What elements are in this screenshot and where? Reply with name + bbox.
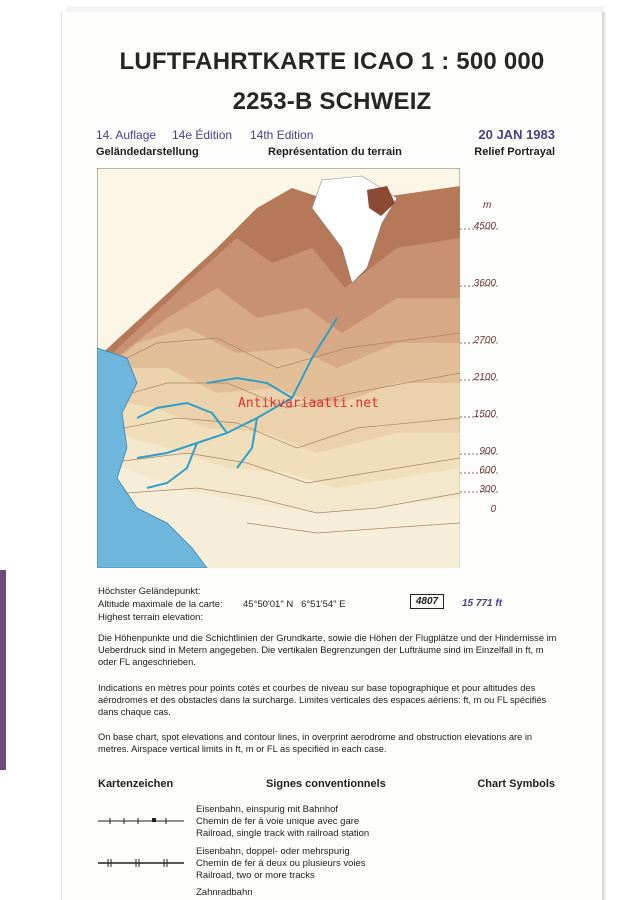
highest-label-en: Highest terrain elevation:	[98, 612, 204, 623]
altitude-label: 2100	[473, 372, 496, 383]
terrain-label-de: Geländedarstellung	[96, 146, 199, 158]
elevation-feet: 15 771 ft	[462, 598, 503, 609]
highest-label-fr: Altitude maximale de la carte:	[98, 599, 223, 610]
altitude-label: 2700	[473, 335, 496, 346]
paragraph-de: Die Höhenpunkte und die Schichtlinien der Grundkarte, sowie die Höhen der Flugplätze und der Hindernisse im Ueberdruck sind in Metern angegeben. Die vertikalen Begrenzungen der Lufträume sind im Einzelfall in ft, m oder FL angeschrieben.	[98, 633, 557, 668]
edition-en: 14th Edition	[250, 128, 314, 142]
terrain-label-fr: Représentation du terrain	[268, 146, 402, 158]
symbol-2-de: Eisenbahn, doppel- oder mehrspurig	[196, 846, 350, 857]
highest-label-de: Höchster Geländepunkt:	[98, 586, 201, 597]
altitude-label: 0	[490, 504, 496, 515]
paragraph-fr: Indications en mètres pour points cotés et courbes de niveau sur base topographique et pour altitudes des aérodromes et des obstacles dans la surcharge. Limites verticales des espaces aériens: ft, m ou FL spécifiés dans chaque cas.	[98, 683, 547, 718]
altitude-label: 600	[479, 465, 496, 476]
railroad-double-track-symbol	[96, 856, 186, 870]
symbols-header-en: Chart Symbols	[477, 778, 555, 790]
edition-de: 14. Auflage	[96, 128, 157, 142]
paragraph-en: On base chart, spot elevations and contour lines, in overprint aerodrome and obstruction elevations are in metres. Airspace vertical limits in ft, m or FL as specified in each case.	[98, 732, 533, 755]
relief-diagram	[97, 168, 460, 568]
terrain-label-en: Relief Portrayal	[474, 146, 555, 158]
edition-date: 20 JAN 1983	[478, 127, 555, 142]
symbol-1-fr: Chemin de fer à voie unique avec gare	[196, 816, 360, 827]
altitude-ticks	[460, 168, 500, 568]
symbols-header-fr: Signes conventionnels	[266, 778, 386, 790]
altitude-label: 3600	[473, 278, 496, 289]
chart-title: LUFTFAHRTKARTE ICAO 1 : 500 000	[119, 48, 545, 75]
railroad-single-track-symbol	[96, 814, 186, 828]
altitude-label: 4500	[473, 221, 496, 232]
altitude-label: 900	[479, 446, 496, 457]
elevation-box: 4807	[410, 594, 444, 609]
symbol-2-en: Railroad, two or more tracks	[196, 870, 315, 881]
altitude-label: 300	[479, 484, 496, 495]
symbol-2-fr: Chemin de fer à deux ou plusieurs voies	[196, 858, 366, 869]
symbol-1-en: Railroad, single track with railroad station	[196, 828, 370, 839]
symbol-1-de: Eisenbahn, einspurig mit Bahnhof	[196, 804, 339, 815]
symbol-3-de: Zahnradbahn	[196, 887, 253, 898]
edition-fr: 14e Édition	[172, 128, 233, 142]
chart-subtitle: 2253-B SCHWEIZ	[232, 88, 432, 115]
station-marker	[152, 818, 156, 822]
altitude-unit: m	[483, 200, 492, 211]
symbols-header-de: Kartenzeichen	[98, 778, 174, 790]
watermark: Antikvariaatti.net	[238, 396, 379, 411]
highest-coordinates: 45°50'01" N 6°51'54" E	[243, 599, 346, 610]
altitude-label: 1500	[473, 409, 496, 420]
cover-edge	[0, 570, 6, 770]
